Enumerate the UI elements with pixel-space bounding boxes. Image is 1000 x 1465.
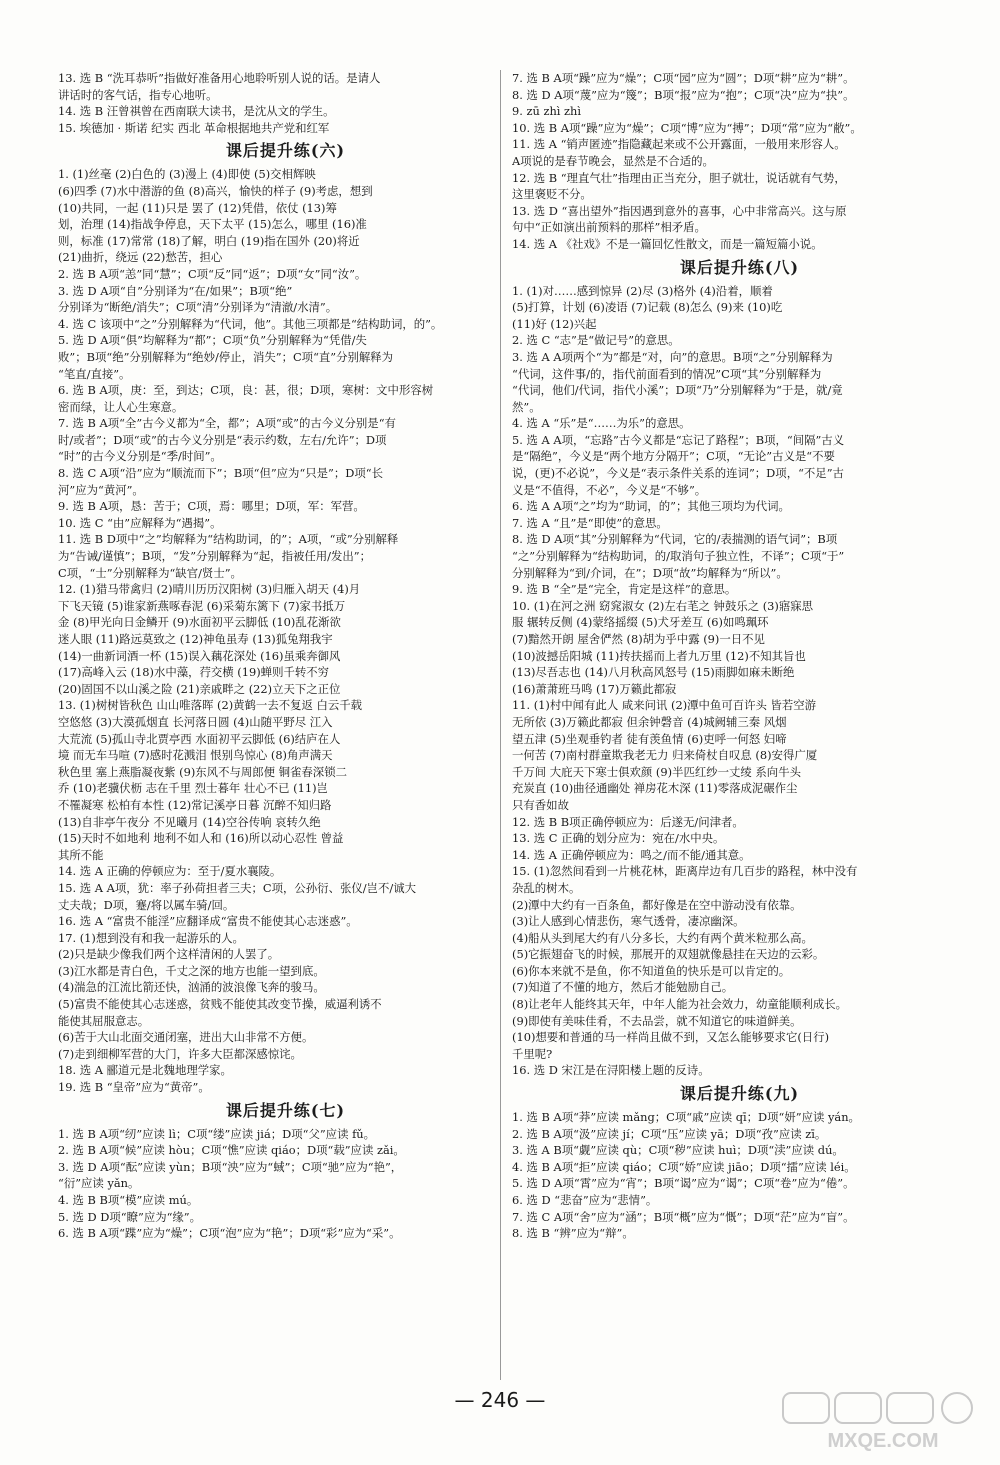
- text-line: (10)共同，一起 (11)只是 罢了 (12)凭借，依仗 (13)筹: [58, 200, 337, 215]
- text-line: (6)你本来就不是鱼，你不知道鱼的快乐是可以肯定的。: [512, 963, 791, 978]
- text-line: 下飞天镜 (5)谁家新燕啄春泥 (6)采菊东篱下 (7)家书抵万: [58, 598, 346, 613]
- text-line: 然”。: [512, 399, 541, 414]
- text-line: 8. 选 D A项“蔑”应为“篾”；B项“报”应为“抱”；C项“决”应为“抉”。: [512, 87, 855, 102]
- text-line: 16. 选 D 宋江是在浔阳楼上题的反诗。: [512, 1063, 710, 1078]
- text-line: 8. 选 D A项“其”分别解释为“代词，它的/表揣测的语气词”；B项: [512, 532, 838, 547]
- text-line: “代词，这件事/的，指代前面看到的情况”C项“其”分别解释为: [512, 366, 822, 381]
- column-divider: [500, 70, 501, 1380]
- text-line: (21)曲折，绕远 (22)愁苦，担心: [58, 250, 223, 265]
- text-line: A项说的是春节晚会，显然是不合适的。: [512, 153, 714, 168]
- text-line: 充炭直 (10)曲径通幽处 禅房花木深 (11)零落成泥碾作尘: [512, 781, 798, 796]
- text-line: 16. 选 A “富贵不能淫”应翻译成“富贵不能使其心志迷惑”。: [58, 914, 358, 929]
- text-line: 空悠悠 (3)大漠孤烟直 长河落日圆 (4)山随平野尽 江入: [58, 714, 333, 729]
- text-line: 14. 选 A 正确停顿应为：鸣之/而不能/通其意。: [512, 847, 751, 862]
- text-line: 金 (8)甲光向日金鳞开 (9)水面初平云脚低 (10)乱花渐欲: [58, 615, 341, 630]
- text-line: 密而绿，让人心生寒意。: [58, 399, 184, 414]
- text-line: (15)天时不如地利 地利不如人和 (16)所以动心忍性 曾益: [58, 831, 344, 846]
- text-line: 杂乱的树木。: [512, 880, 581, 895]
- text-line: 8. 选 B “辨”应为“辩”。: [512, 1226, 634, 1241]
- text-line: 6. 选 D “悲奋”应为“悲情”。: [512, 1193, 658, 1207]
- page-number: — 246 —: [454, 1388, 546, 1412]
- text-line: 1. (1)对……感到惊异 (2)尽 (3)格外 (4)沿着，顺着: [512, 283, 773, 298]
- text-line: 大荒流 (5)孤山寺北贾亭西 水面初平云脚低 (6)结庐在人: [58, 731, 341, 746]
- text-line: 13. 选 B “洗耳恭听”指做好准备用心地聆听别人说的话。是请人: [58, 71, 381, 85]
- text-line: 15. 选 A A项，犹：率子孙荷担者三夫；C项，公孙衍、张仪/岂不/诚大: [58, 880, 416, 895]
- text-line: (9)即使有美味佳肴，不去品尝，就不知道它的味道鲜美。: [512, 1013, 802, 1028]
- text-line: 分别解释为“到/介词，在”；D项“故”均解释为“所以”。: [512, 565, 788, 580]
- watermark-text: MXQE.COM: [827, 1430, 939, 1452]
- text-line: 1. 选 B A项“纫”应读 lì；C项“缕”应读 jiá；D项“父”应读 fǔ。: [58, 1126, 376, 1141]
- text-line: (14)一曲新词酒一杯 (15)误入藕花深处 (16)虽乘奔御风: [58, 648, 341, 663]
- text-line: 10. 选 C “由”应解释为“遇揭”。: [58, 515, 222, 530]
- text-line: (8)让老年人能终其天年，中年人能为社会效力，幼童能顺利成长。: [512, 997, 848, 1012]
- text-line: 境 而无车马喧 (7)感时花溅泪 恨别鸟惊心 (8)角声满天: [58, 748, 333, 763]
- text-line: 败”；B项“绝”分别解释为“绝妙/停止，消失”；C项“直”分别解释为: [58, 349, 394, 364]
- text-line: 为“告诫/谨慎”；B项，“发”分别解释为“起，指被任用/发出”；: [58, 549, 371, 564]
- text-line: “之”分别解释为“结构助词，的/取消句子独立性，不译”；C项“于”: [512, 549, 845, 564]
- text-line: 乔 (10)老骥伏枥 志在千里 烈士暮年 壮心不已 (11)岂: [58, 781, 328, 796]
- text-line: 7. 选 B A项“躁”应为“燥”；C项“园”应为“圆”；D项“耕”应为“耕”。: [512, 71, 855, 85]
- text-line: 7. 选 C A项“舍”应为“涵”；B项“概”应为“慨”；D项“茫”应为“盲”。: [512, 1209, 855, 1224]
- text-line: 13. (1)树树皆秋色 山山唯落晖 (2)黄鹤一去不复返 白云千载: [58, 698, 363, 713]
- text-line: (5)打算，计划 (6)凌语 (7)记载 (8)怎么 (9)来 (10)吃: [512, 300, 783, 315]
- text-line: 15. 埃德加 · 斯诺 纪实 西北 革命根据地共产党和红军: [58, 120, 330, 135]
- left-column: [58, 70, 513, 1242]
- watermark-logo: [781, 1391, 986, 1453]
- text-line: 7. 选 B A项“全”古今义都为“全，都”；A项“或”的古今义分别是“有: [58, 416, 396, 431]
- section-heading: 课后提升练(六): [225, 141, 346, 161]
- text-line: 17. (1)想到没有和我一起游乐的人。: [58, 930, 244, 945]
- text-line: 13. 选 C 正确的划分应为：宛在/水中央。: [512, 831, 725, 846]
- text-line: 9. 选 B A项，恳：苦于；C项，焉：哪里；D项，军：军营。: [58, 499, 365, 514]
- text-line: 2. 选 C “志”是“做记号”的意思。: [512, 333, 680, 348]
- text-line: 一何苦 (7)南村群童欺我老无力 归来倚杖自叹息 (8)安得广厦: [512, 748, 818, 763]
- text-line: 句中“正如演出前预料的那样”相矛盾。: [512, 220, 706, 235]
- section-heading: 课后提升练(九): [679, 1084, 800, 1104]
- text-line: 义是“不值得，不必”，今义是“不够”。: [512, 482, 707, 497]
- section-heading: 课后提升练(八): [679, 257, 800, 277]
- text-line: 只有香如故: [512, 797, 569, 812]
- text-line: 11. (1)村中闻有此人 咸来问讯 (2)潭中鱼可百许头 皆若空游: [512, 698, 817, 713]
- text-line: (6)四季 (7)水中潜游的鱼 (8)高兴，愉快的样子 (9)考虑，想到: [58, 183, 373, 198]
- text-line: 服 辗转反侧 (4)蒙络摇缀 (5)犬牙差互 (6)如鸣珮环: [512, 615, 769, 630]
- text-line: (7)黯然开朗 屋舍俨然 (8)胡为乎中露 (9)一日不见: [512, 632, 765, 646]
- text-line: 5. 选 D A项“俱”均解释为“都”；C项“负”分别解释为“凭借/失: [58, 333, 367, 348]
- right-column: [512, 70, 967, 1242]
- text-line: 14. 选 B 汪曾祺曾在西南联大读书，是沈从文的学生。: [58, 104, 335, 119]
- text-line: 4. 选 B A项“拒”应读 qiáo；C项“娇”应读 jiāo；D项“擂”应读 léi。: [512, 1159, 856, 1174]
- text-line: (4)船从头到尾大约有八分多长，大约有两个黄米粒那么高。: [512, 930, 813, 945]
- text-line: “时”的古今义分别是“季/时间”。: [58, 449, 222, 464]
- text-line: 8. 选 C A项“沿”应为“顺流而下”；B项“但”应为“只是”；D项“长: [58, 466, 384, 481]
- text-line: (20)固国不以山溪之险 (21)亲戚畔之 (22)立天下之正位: [58, 681, 341, 696]
- text-line: 千万间 大庇天下寒士俱欢颜 (9)半匹红纱一丈绫 系向牛头: [512, 764, 801, 779]
- text-line: (13)尽吾志也 (14)八月秋高风怒号 (15)雨脚如麻未断绝: [512, 665, 795, 680]
- text-line: 3. 选 D A项“酝”应读 yùn；B项“泱”应为“蜮”；C项“驰”应为“艳”，: [58, 1159, 403, 1174]
- text-line: 6. 选 B A项“蹀”应为“燥”；C项“泡”应为“艳”；D项“彩”应为“采”。: [58, 1226, 401, 1241]
- text-line: 6. 选 A A项“之”均为“助词，的”；其他三项均为代词。: [512, 499, 790, 514]
- text-line: 2. 选 B A项“汲”应读 jí；C项“压”应读 yā；D项“孜”应读 zī。: [512, 1126, 827, 1141]
- text-line: 5. 选 A A项，“忘路”古今义都是“忘记了路程”；B项，“间隔”古义: [512, 432, 845, 447]
- text-line: 1. (1)丝毫 (2)白色的 (3)漫上 (4)即使 (5)交相辉映: [58, 167, 316, 182]
- text-line: 则，标准 (17)常常 (18)了解，明白 (19)指在国外 (20)将近: [58, 233, 360, 248]
- text-line: 13. 选 D “喜出望外”指因遇到意外的喜事，心中非常高兴。这与原: [512, 203, 847, 218]
- text-line: 时/或者”；D项“或”的古今义分别是“表示约数，左右/允许”；D项: [58, 432, 387, 447]
- text-line: (4)湍急的江流比箭还快，汹涌的波浪像飞奔的骏马。: [58, 980, 325, 995]
- text-line: 迷人眼 (11)路远莫致之 (12)神龟虽寿 (13)狐兔翔我宇: [58, 632, 333, 646]
- text-line: 18. 选 A 郦道元是北魏地理学家。: [58, 1063, 232, 1078]
- text-line: 望五津 (5)坐观垂钓者 徒有羡鱼情 (6)吏呼一何怒 妇啼: [512, 731, 787, 746]
- text-line: 不罹凝寒 松柏有本性 (12)常记溪亭日暮 沉醉不知归路: [58, 797, 332, 812]
- text-line: 河”应为“黄河”。: [58, 482, 144, 497]
- text-line: 能使其屈服意志。: [58, 1013, 150, 1028]
- text-line: 其所不能: [58, 847, 104, 862]
- text-line: (13)自非亭午夜分 不见曦月 (14)空谷传响 哀转久绝: [58, 814, 321, 829]
- text-line: (16)萧萧班马鸣 (17)万籁此都寂: [512, 681, 677, 696]
- text-line: (10)想要和普通的马一样尚且做不到，又怎么能够要求它(日行): [512, 1030, 830, 1045]
- text-line: 14. 选 A 正确的停顿应为：至于/夏水襄陵。: [58, 864, 282, 879]
- text-line: 丈夫哉；D项，蹇/将以属车骑/回。: [58, 897, 235, 912]
- text-line: 3. 选 D A项“自”分别译为“在/如果”；B项“绝”: [58, 283, 293, 298]
- text-line: 11. 选 A “销声匿迹”指隐藏起来或不公开露面，一般用来形容人。: [512, 137, 846, 152]
- text-line: 7. 选 A “且”是“即使”的意思。: [512, 515, 668, 530]
- text-line: “笔直/直接”。: [58, 366, 131, 381]
- text-line: 10. 选 B A项“躁”应为“燥”；C项“博”应为“搏”；D项“常”应为“敝”。: [512, 120, 862, 135]
- text-line: 19. 选 B “皇帝”应为“黄帝”。: [58, 1080, 210, 1095]
- text-line: 4. 选 A “乐”是“……为乐”的意思。: [512, 416, 691, 431]
- text-line: 3. 选 A B项“觑”应读 qù；C项“秽”应读 huì；D项“渎”应读 dú。: [512, 1143, 844, 1158]
- text-line: 4. 选 B B项“模”应读 mú。: [58, 1193, 199, 1207]
- text-line: “代词，他们/代词，指代小溪”；D项“乃”分别解释为“于是，就/竟: [512, 383, 843, 398]
- text-line: (3)让人感到心情悲伤，寒气透骨，凄凉幽深。: [512, 914, 745, 929]
- text-line: 千里呢?: [512, 1046, 553, 1061]
- text-line: (10)波撼岳阳城 (11)抟扶摇而上者九万里 (12)不知其旨也: [512, 648, 806, 663]
- text-line: (17)高峰入云 (18)水中藻，荇交横 (19)蝉则千转不穷: [58, 665, 330, 680]
- text-line: (2)只是缺少像我们两个这样清闲的人罢了。: [58, 947, 280, 962]
- text-line: 无所依 (3)万籁此都寂 但余钟磬音 (4)城阙辅三秦 风烟: [512, 714, 787, 729]
- text-line: (3)江水都是青白色，千丈之深的地方也能一望到底。: [58, 963, 325, 978]
- text-line: 10. (1)在河之洲 窈窕淑女 (2)左右芼之 钟鼓乐之 (3)寤寐思: [512, 598, 814, 613]
- section-heading: 课后提升练(七): [225, 1100, 346, 1120]
- text-line: 3. 选 A A项两个“为”都是“对，向”的意思。B项“之”分别解释为: [512, 349, 833, 364]
- text-line: (5)它振翅奋飞的时候，那展开的双翅就像悬挂在天边的云彩。: [512, 947, 825, 962]
- text-line: (2)潭中大约有一百条鱼，都好像是在空中游动没有依靠。: [512, 897, 802, 912]
- text-line: 是“隔绝”，今义是“两个地方分隔开”；C项，“无论”古义是“不要: [512, 449, 835, 464]
- text-line: 讲话时的客气话，指专心地听。: [58, 87, 218, 102]
- text-line: (6)苦于大山北面交通闭塞，进出大山非常不方便。: [58, 1030, 314, 1045]
- text-line: 秋色里 塞上燕脂凝夜紫 (9)东风不与周郎便 铜雀春深锁二: [58, 764, 347, 779]
- text-line: “衍”应读 yǎn。: [58, 1176, 140, 1191]
- text-line: 15. (1)忽然间看到一片桃花林，距离岸边有几百步的路程，林中没有: [512, 864, 858, 879]
- text-line: 12. (1)猎马带禽归 (2)晴川历历汉阳树 (3)归雁入胡天 (4)月: [58, 582, 361, 597]
- text-line: 5. 选 D D项“瞭”应为“缘”。: [58, 1209, 202, 1224]
- text-line: 2. 选 B A项“候”应读 hòu；C项“憔”应读 qiáo；D项“载”应读 zǎi。: [58, 1143, 405, 1158]
- text-line: 说，(更)不必说”，今义是“表示条件关系的连词”；D项，“不足”古: [512, 466, 844, 481]
- text-line: C项，“士”分别解释为“缺官/贤士”。: [58, 565, 242, 580]
- text-line: 11. 选 B D项中“之”均解释为“结构助词，的”；A项，“或”分别解释: [58, 532, 399, 547]
- text-line: 12. 选 B “理直气壮”指理由正当充分，胆子就壮，说话就有气势，: [512, 170, 846, 185]
- text-line: 9. 选 B “全”是“完全，肯定是这样”的意思。: [512, 582, 737, 597]
- text-line: (7)知道了不懂的地方，然后才能勉励自己。: [512, 980, 734, 995]
- text-line: 分别译为“断绝/消失”；C项“清”分别译为“清澈/水清”。: [58, 300, 338, 315]
- text-line: 12. 选 B B项正确停顿应为：后遂无/问津者。: [512, 814, 744, 829]
- text-line: (5)富贵不能使其心志迷惑，贫贱不能使其改变节操，威逼利诱不: [58, 997, 382, 1012]
- text-line: 划，治理 (14)指战争停息，天下太平 (15)怎么，哪里 (16)准: [58, 217, 367, 232]
- text-line: 14. 选 A 《社戏》不是一篇回忆性散文，而是一篇短篇小说。: [512, 236, 823, 251]
- text-line: 4. 选 C 该项中“之”分别解释为“代词，他”。其他三项都是“结构助词，的”。: [58, 316, 443, 331]
- text-line: 6. 选 B A项，庚：至，到达；C项，良：甚，很；D项，寒树：文中形容树: [58, 383, 434, 398]
- text-line: 2. 选 B A项“恙”同“慧”；C项“反”同“返”；D项“女”同“汝”。: [58, 266, 367, 281]
- text-line: 这里褒贬不分。: [512, 187, 592, 202]
- text-line: (11)好 (12)兴起: [512, 316, 597, 331]
- text-line: (7)走到细柳军营的大门，许多大臣都深感惊诧。: [58, 1046, 302, 1061]
- text-line: 9. zū zhì zhì: [512, 104, 582, 119]
- text-line: 1. 选 B A项“莽”应读 mǎng；C项“戚”应读 qī；D项“妍”应读 yán。: [512, 1110, 860, 1125]
- text-line: 5. 选 D A项“霄”应为“宵”；B项“谒”应为“谒”；C项“卷”应为“倦”。: [512, 1176, 855, 1191]
